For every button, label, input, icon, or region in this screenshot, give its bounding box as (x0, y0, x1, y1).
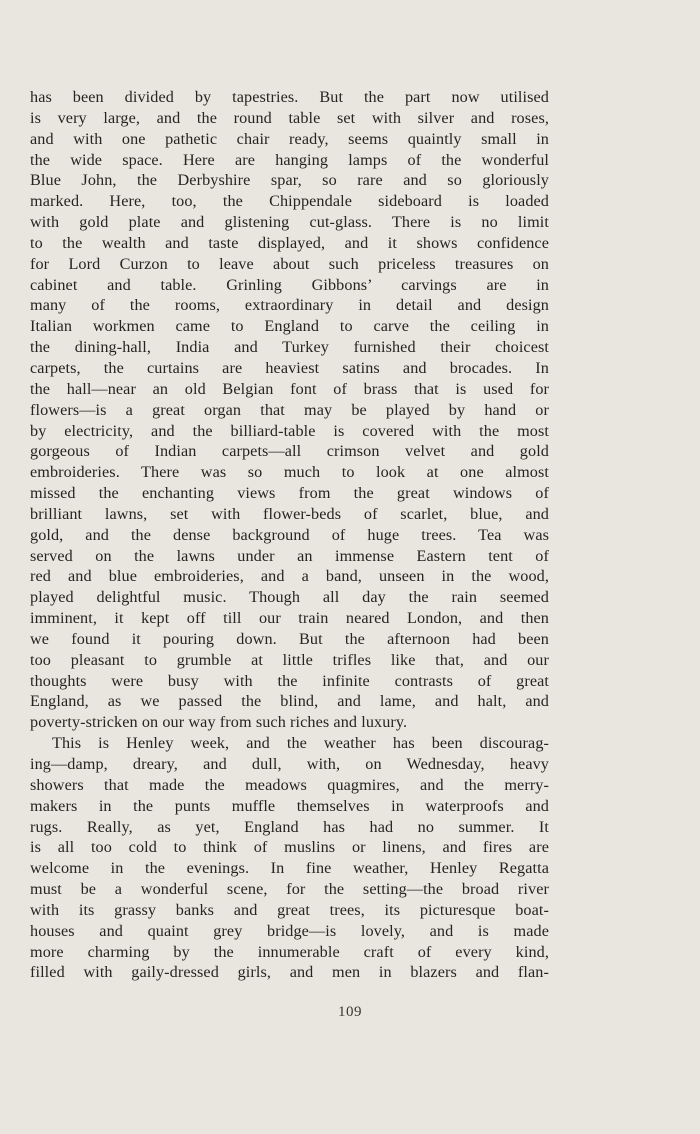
text-line: is very large, and the round table set with silver and roses, (30, 108, 549, 127)
text-line: flowers—is a great organ that may be played by hand or (30, 400, 549, 419)
text-line: showers that made the meadows quagmires, and the merry- (30, 775, 549, 794)
body-text (30, 87, 549, 983)
text-line: brilliant lawns, set with flower-beds of scarlet, blue, and (30, 504, 549, 523)
paragraph-end-line: poverty-stricken on our way from such riches and luxury. (30, 713, 408, 732)
text-line: and with one pathetic chair ready, seems quaintly small in (30, 129, 549, 148)
text-line: rugs. Really, as yet, England has had no summer. It (30, 817, 549, 836)
text-line: gorgeous of Indian carpets—all crimson velvet and gold (30, 442, 549, 461)
text-line: more charming by the innumerable craft of every kind, (30, 942, 549, 961)
paragraph-start-line: This is Henley week, and the weather has been discourag- (52, 734, 549, 753)
text-line: must be a wonderful scene, for the setting—the broad river (30, 880, 549, 899)
text-line: the dining-hall, India and Turkey furnished their choicest (30, 338, 549, 357)
text-line: red and blue embroideries, and a band, unseen in the wood, (30, 567, 549, 586)
text-line: houses and quaint grey bridge—is lovely, and is made (30, 921, 549, 940)
text-line: to the wealth and taste displayed, and it shows confidence (30, 233, 549, 252)
text-line: with gold plate and glistening cut-glass. There is no limit (30, 213, 549, 232)
text-line: thoughts were busy with the infinite contrasts of great (30, 671, 549, 690)
text-line: with its grassy banks and great trees, its picturesque boat- (30, 900, 549, 919)
text-line: welcome in the evenings. In fine weather, Henley Regatta (30, 859, 549, 878)
text-line: imminent, it kept off till our train neared London, and then (30, 609, 549, 628)
text-line: too pleasant to grumble at little trifles like that, and our (30, 650, 549, 669)
text-line: has been divided by tapestries. But the part now utilised (30, 88, 549, 106)
text-line: many of the rooms, extraordinary in detail and design (30, 296, 549, 315)
text-line: carpets, the curtains are heaviest satins and brocades. In (30, 358, 549, 377)
text-line: missed the enchanting views from the great windows of (30, 484, 549, 503)
text-line: played delightful music. Though all day the rain seemed (30, 588, 549, 607)
text-line: served on the lawns under an immense Eastern tent of (30, 546, 549, 565)
text-line: by electricity, and the billiard-table is covered with the most (30, 421, 549, 440)
text-line: Italian workmen came to England to carve the ceiling in (30, 317, 549, 336)
page-number: 109 (338, 1004, 362, 1020)
text-line: marked. Here, too, the Chippendale sideboard is loaded (30, 192, 549, 211)
text-line: for Lord Curzon to leave about such priceless treasures on (30, 254, 549, 273)
text-line: we found it pouring down. But the afternoon had been (30, 629, 549, 648)
text-line: makers in the punts muffle themselves in waterproofs and (30, 796, 549, 815)
text-line: embroideries. There was so much to look at one almost (30, 463, 549, 482)
text-line: the wide space. Here are hanging lamps of the wonderful (30, 150, 549, 169)
text-line: is all too cold to think of muslins or linens, and fires are (30, 838, 549, 857)
text-line: filled with gaily-dressed girls, and men in blazers and flan- (30, 963, 549, 982)
text-line: Blue John, the Derbyshire spar, so rare and so gloriously (30, 171, 549, 190)
text-line: gold, and the dense background of huge trees. Tea was (30, 525, 549, 544)
text-line: cabinet and table. Grinling Gibbons’ carvings are in (30, 275, 549, 294)
text-line: England, as we passed the blind, and lame, and halt, and (30, 692, 549, 711)
text-line: ing—damp, dreary, and dull, with, on Wednesday, heavy (30, 755, 549, 773)
text-line: the hall—near an old Belgian font of brass that is used for (30, 379, 549, 398)
